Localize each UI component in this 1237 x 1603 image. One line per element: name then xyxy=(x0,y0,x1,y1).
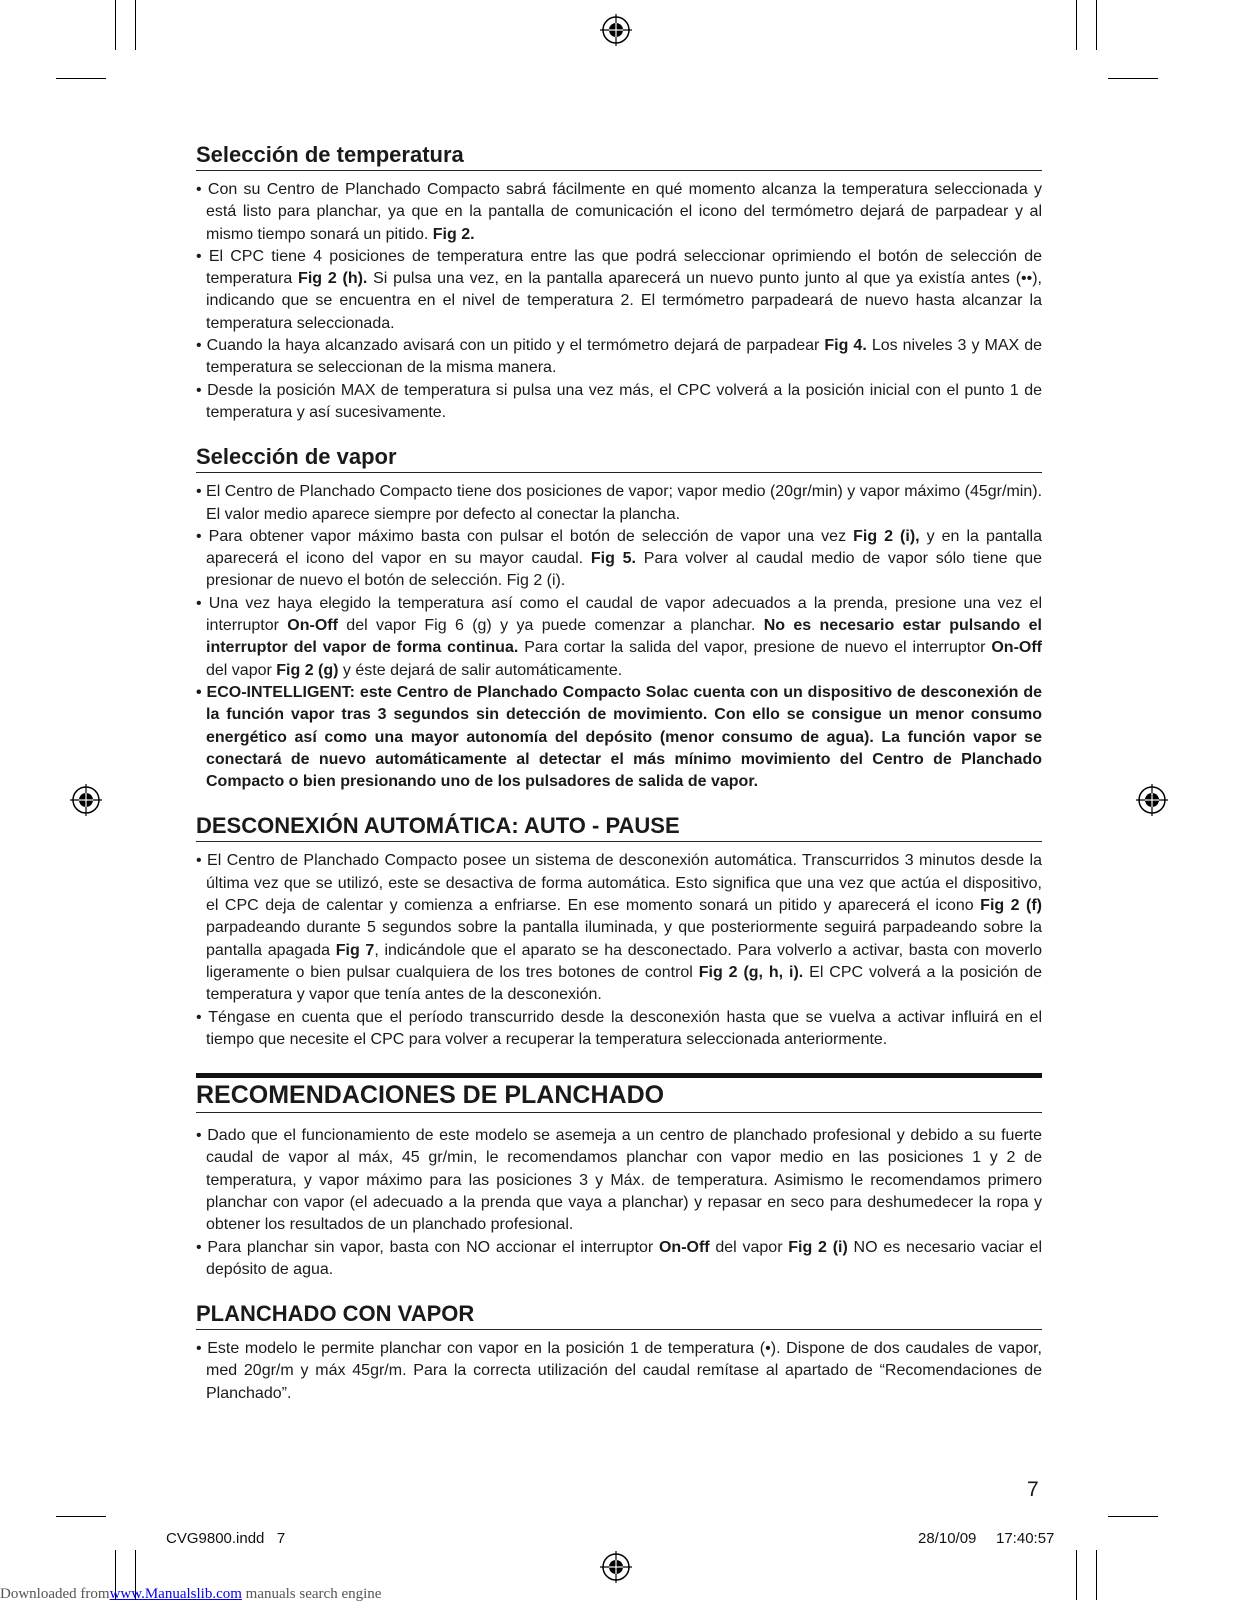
registration-mark-icon xyxy=(70,784,102,816)
download-prefix: Downloaded from xyxy=(0,1586,110,1602)
bullet-list xyxy=(196,481,1042,793)
crop-mark xyxy=(1076,1550,1077,1600)
crop-mark xyxy=(1096,1550,1097,1600)
list-item: • Una vez haya elegido la temperatura así como el caudal de vapor adecuados a la prenda, presione una vez el interruptor On-Off del vapor Fig 6 (g) y ya puede comenzar a planchar. No es necesario estar pulsando el interruptor del vapor de forma continua. Para cortar la salida del vapor, presione de nuevo el interruptor On-Off del vapor Fig 2 (g) y éste dejará de salir automáticamente. xyxy=(196,593,1042,682)
registration-mark-icon xyxy=(600,14,632,46)
list-item: • El Centro de Planchado Compacto tiene dos posiciones de vapor; vapor medio (20gr/min) y vapor máximo (45gr/min). El valor medio aparece siempre por defecto al conectar la plancha. xyxy=(196,481,1042,526)
section-heading: PLANCHADO CON VAPOR xyxy=(196,1299,1042,1330)
download-suffix: manuals search engine xyxy=(241,1586,382,1602)
slug-time: 17:40:57 xyxy=(996,1530,1055,1547)
crop-mark xyxy=(56,1516,106,1517)
section-auto-pause xyxy=(196,811,1042,1051)
bullet-list xyxy=(196,179,1042,424)
section-heading: DESCONEXIÓN AUTOMÁTICA: AUTO - PAUSE xyxy=(196,811,1042,842)
manualslib-link[interactable]: www.Manualslib.com xyxy=(109,1586,242,1602)
bullet-list xyxy=(196,1338,1042,1405)
crop-mark xyxy=(115,0,116,50)
list-item: • Este modelo le permite planchar con vapor en la posición 1 de temperatura (•). Dispone de dos caudales de vapor, med 20gr/m y máx 45gr/m. Para la correcta utilización del caudal remítase al apartado de “Recomendaciones de Planchado”. xyxy=(196,1338,1042,1405)
list-item: • Para planchar sin vapor, basta con NO accionar el interruptor On-Off del vapor Fig 2 (i) NO es necesario vaciar el depósito de agua. xyxy=(196,1237,1042,1282)
bullet-list xyxy=(196,850,1042,1051)
list-item: • El Centro de Planchado Compacto posee un sistema de desconexión automática. Transcurridos 3 minutos desde la última vez que se utilizó, este se desactiva de forma automática. Esto significa que una vez que actúa el dispositivo, el CPC deja de calentar y comienza a enfriarse. En ese momento sonará un pitido y aparecerá el icono Fig 2 (f) parpadeando durante 5 segundos sobre la pantalla iluminada, y que posteriormente seguirá parpadeando sobre la pantalla apagada Fig 7, indicándole que el aparato se ha desconectado. Para volverlo a activar, basta con moverlo ligeramente o bien pulsar cualquiera de los tres botones de control Fig 2 (g, h, i). El CPC volverá a la posición de temperatura y vapor que tenía antes de la desconexión. xyxy=(196,850,1042,1006)
major-heading: RECOMENDACIONES DE PLANCHADO xyxy=(196,1073,1042,1113)
list-item: • Para obtener vapor máximo basta con pulsar el botón de selección de vapor una vez Fig 2 (i), y en la pantalla aparecerá el icono del vapor en su mayor caudal. Fig 5. Para volver al caudal medio de vapor sólo tiene que presionar de nuevo el botón de selección. Fig 2 (i). xyxy=(196,526,1042,593)
page-content xyxy=(196,140,1042,1405)
list-item: • Cuando la haya alcanzado avisará con un pitido y el termómetro dejará de parpadear Fig 4. Los niveles 3 y MAX de temperatura se seleccionan de la misma manera. xyxy=(196,335,1042,380)
list-item: • Téngase en cuenta que el período transcurrido desde la desconexión hasta que se vuelva a activar influirá en el tiempo que necesite el CPC para volver a recuperar la temperatura seleccionada anteriormente. xyxy=(196,1007,1042,1052)
crop-mark xyxy=(135,0,136,50)
crop-mark xyxy=(1108,1516,1158,1517)
slug-date: 28/10/09 xyxy=(918,1530,977,1547)
list-item: • Dado que el funcionamiento de este modelo se asemeja a un centro de planchado profesional y debido a su fuerte caudal de vapor al máx, 45 gr/min, le recomendamos planchar con vapor medio en las posiciones 1 y 2 de temperatura, y vapor máximo para las posiciones 3 y Máx. de temperatura. Asimismo le recomendamos primero planchar con vapor (el adecuado a la prenda que vaya a planchar) y repasar en seco para deshumedecer la ropa y obtener los resultados de un planchado profesional. xyxy=(196,1125,1042,1236)
list-item: • Con su Centro de Planchado Compacto sabrá fácilmente en qué momento alcanza la temperatura seleccionada y está listo para planchar, ya que en la pantalla de comunicación el icono del termómetro dejará de parpadear y al mismo tiempo sonará un pitido. Fig 2. xyxy=(196,179,1042,246)
crop-mark xyxy=(1108,78,1158,79)
slug-filename: CVG9800.indd 7 xyxy=(166,1530,286,1547)
page-number: 7 xyxy=(1027,1478,1039,1501)
list-item: • Desde la posición MAX de temperatura si pulsa una vez más, el CPC volverá a la posición inicial con el punto 1 de temperatura y así sucesivamente. xyxy=(196,380,1042,425)
section-ironing-recommendations xyxy=(196,1073,1042,1281)
bullet-list xyxy=(196,1125,1042,1281)
registration-mark-icon xyxy=(600,1551,632,1583)
crop-mark xyxy=(1076,0,1077,50)
registration-mark-icon xyxy=(1136,784,1168,816)
crop-mark xyxy=(1096,0,1097,50)
section-heading: Selección de temperatura xyxy=(196,140,1042,171)
download-credit xyxy=(0,1586,381,1603)
section-temperature xyxy=(196,140,1042,424)
crop-mark xyxy=(56,78,106,79)
list-item: • El CPC tiene 4 posiciones de temperatura entre las que podrá seleccionar oprimiendo el botón de selección de temperatura Fig 2 (h). Si pulsa una vez, en la pantalla aparecerá un nuevo punto junto al que ya existía antes (••), indicando que se encuentra en el nivel de temperatura 2. El termómetro parpadeará de nuevo hasta alcanzar la temperatura seleccionada. xyxy=(196,246,1042,335)
section-steam xyxy=(196,442,1042,793)
section-heading: Selección de vapor xyxy=(196,442,1042,473)
section-steam-ironing xyxy=(196,1299,1042,1405)
list-item-eco-intelligent: • ECO-INTELLIGENT: este Centro de Planchado Compacto Solac cuenta con un dispositivo de desconexión de la función vapor tras 3 segundos sin detección de movimiento. Con ello se consigue un menor consumo energético así como una mayor autonomía del depósito (menor consumo de agua). La función vapor se conectará de nuevo automáticamente al detectar el más mínimo movimiento del Centro de Planchado Compacto o bien presionando uno de los pulsadores de salida de vapor. xyxy=(196,682,1042,793)
